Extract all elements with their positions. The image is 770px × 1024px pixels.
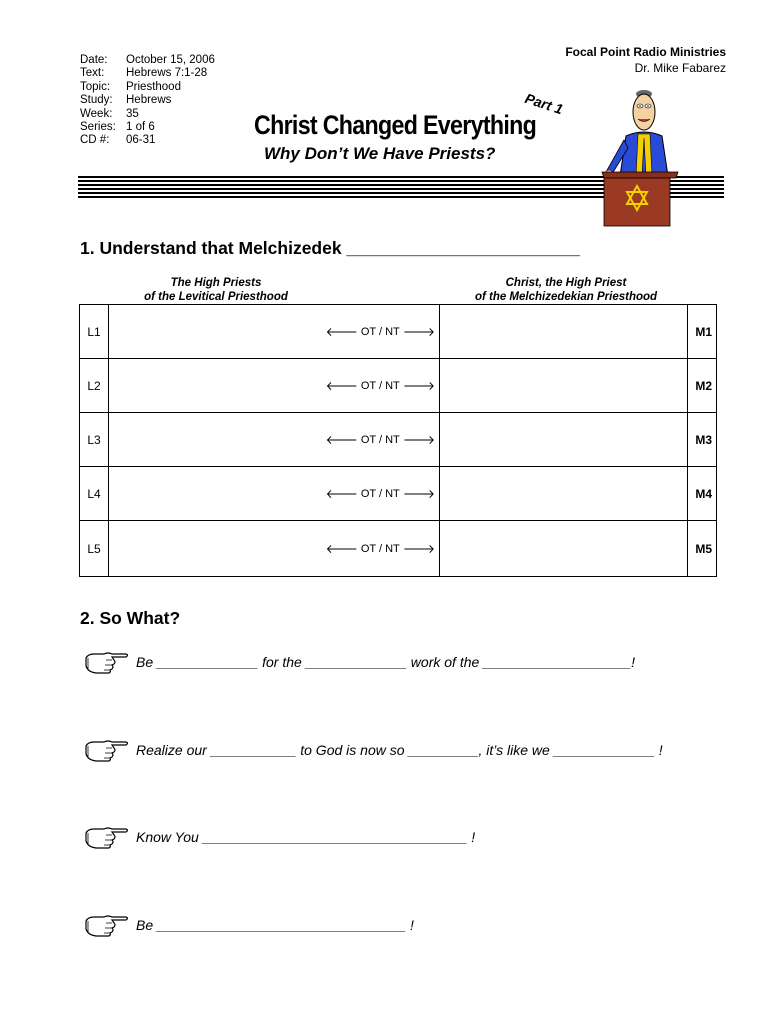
ot-nt-indicator	[326, 413, 440, 466]
row-right-label: M5	[695, 541, 712, 556]
table-row	[80, 359, 716, 413]
meta-label: Study:	[80, 94, 113, 107]
so-what-text: Realize our ___________ to God is now so _________, it’s like we _____________ !	[136, 742, 663, 758]
ot-nt-indicator	[326, 359, 440, 412]
preacher-illustration	[600, 86, 680, 228]
arrow-right-icon: 🡒	[402, 325, 435, 339]
page-subtitle: Why Don’t We Have Priests?	[264, 144, 496, 163]
arrow-left-icon: 🡐	[325, 487, 358, 501]
ot-nt-label: OT / NT	[360, 542, 400, 555]
so-what-point	[84, 823, 475, 851]
row-left-label: L2	[80, 359, 109, 412]
priesthood-comparison-table	[79, 304, 717, 577]
row-right-label: M1	[695, 324, 712, 339]
ot-nt-label: OT / NT	[360, 325, 400, 338]
row-right-label: M2	[695, 378, 712, 393]
so-what-point	[84, 648, 635, 676]
levitical-header-line-1: The High Priests	[170, 277, 262, 289]
meta-label: Topic:	[80, 80, 111, 93]
table-row	[80, 305, 716, 359]
arrow-right-icon: 🡒	[402, 542, 435, 556]
arrow-left-icon: 🡐	[325, 325, 358, 339]
meta-value: 35	[126, 107, 139, 120]
row-left-label: L1	[80, 305, 109, 358]
levitical-answer-cell[interactable]	[109, 521, 326, 576]
arrow-left-icon: 🡐	[325, 542, 358, 556]
row-left-label: L4	[80, 467, 109, 520]
meta-value: Hebrews	[126, 94, 172, 107]
table-row	[80, 521, 716, 576]
meta-label: Date:	[80, 54, 108, 66]
so-what-point	[84, 736, 663, 764]
so-what-text: Know You __________________________________ !	[136, 829, 476, 845]
meta-row-topic	[80, 81, 215, 94]
meta-row-week	[80, 108, 215, 121]
melchizedekian-answer-cell[interactable]	[440, 521, 688, 576]
so-what-point	[84, 911, 414, 939]
ot-nt-label: OT / NT	[360, 487, 400, 500]
meta-label: Series:	[80, 121, 116, 134]
ot-nt-label: OT / NT	[360, 433, 400, 446]
melchizedekian-answer-cell[interactable]	[440, 467, 688, 520]
melchizedekian-header-line-1: Christ, the High Priest	[505, 277, 627, 289]
section-2-heading: 2. So What?	[80, 608, 181, 628]
meta-row-date	[80, 54, 215, 67]
levitical-answer-cell[interactable]	[109, 413, 326, 466]
meta-value: 1 of 6	[126, 121, 155, 134]
pointing-hand-icon	[84, 736, 130, 764]
org-name: Focal Point Radio Ministries	[565, 45, 726, 59]
levitical-answer-cell[interactable]	[109, 467, 326, 520]
arrow-right-icon: 🡒	[402, 487, 435, 501]
table-row	[80, 413, 716, 467]
arrow-left-icon: 🡐	[325, 379, 358, 393]
ot-nt-label: OT / NT	[360, 379, 400, 392]
pointing-hand-icon	[84, 823, 130, 851]
meta-block	[80, 54, 215, 148]
melchizedekian-answer-cell[interactable]	[440, 305, 688, 358]
meta-row-study	[80, 94, 215, 107]
ot-nt-indicator	[326, 467, 440, 520]
meta-row-series	[80, 121, 215, 134]
meta-value: Hebrews 7:1-28	[126, 67, 208, 80]
meta-value: Priesthood	[126, 80, 181, 93]
levitical-column-header	[108, 276, 324, 304]
ot-nt-indicator	[326, 521, 440, 576]
meta-label: Week:	[80, 107, 113, 120]
arrow-right-icon: 🡒	[402, 379, 435, 393]
levitical-answer-cell[interactable]	[109, 305, 326, 358]
org-header	[565, 44, 726, 76]
meta-value: October 15, 2006	[126, 54, 215, 66]
part-label: Part 1	[523, 90, 566, 118]
meta-label: CD #:	[80, 134, 110, 147]
pastor-name: Dr. Mike Fabarez	[634, 61, 726, 75]
so-what-text: Be ________________________________ !	[136, 917, 414, 933]
pointing-hand-icon	[84, 648, 130, 676]
meta-row-cd	[80, 134, 215, 147]
row-right-label: M3	[695, 432, 712, 447]
row-left-label: L3	[80, 413, 109, 466]
table-row	[80, 467, 716, 521]
ot-nt-indicator	[326, 305, 440, 358]
melchizedekian-column-header	[444, 276, 688, 304]
meta-label: Text:	[80, 67, 105, 80]
levitical-answer-cell[interactable]	[109, 359, 326, 412]
arrow-left-icon: 🡐	[325, 433, 358, 447]
meta-value: 06-31	[126, 134, 156, 147]
row-left-label: L5	[80, 521, 109, 576]
melchizedekian-answer-cell[interactable]	[440, 359, 688, 412]
so-what-text: Be _____________ for the _____________ work of the ___________________!	[136, 654, 636, 670]
section-1-heading: 1. Understand that Melchizedek ________________________	[80, 238, 581, 258]
meta-row-text	[80, 67, 215, 80]
melchizedekian-answer-cell[interactable]	[440, 413, 688, 466]
row-right-label: M4	[695, 486, 712, 501]
levitical-header-line-2: of the Levitical Priesthood	[144, 291, 288, 303]
pointing-hand-icon	[84, 911, 130, 939]
melchizedekian-header-line-2: of the Melchizedekian Priesthood	[474, 291, 658, 303]
page-title: Christ Changed Everything	[254, 110, 537, 140]
arrow-right-icon: 🡒	[402, 433, 435, 447]
